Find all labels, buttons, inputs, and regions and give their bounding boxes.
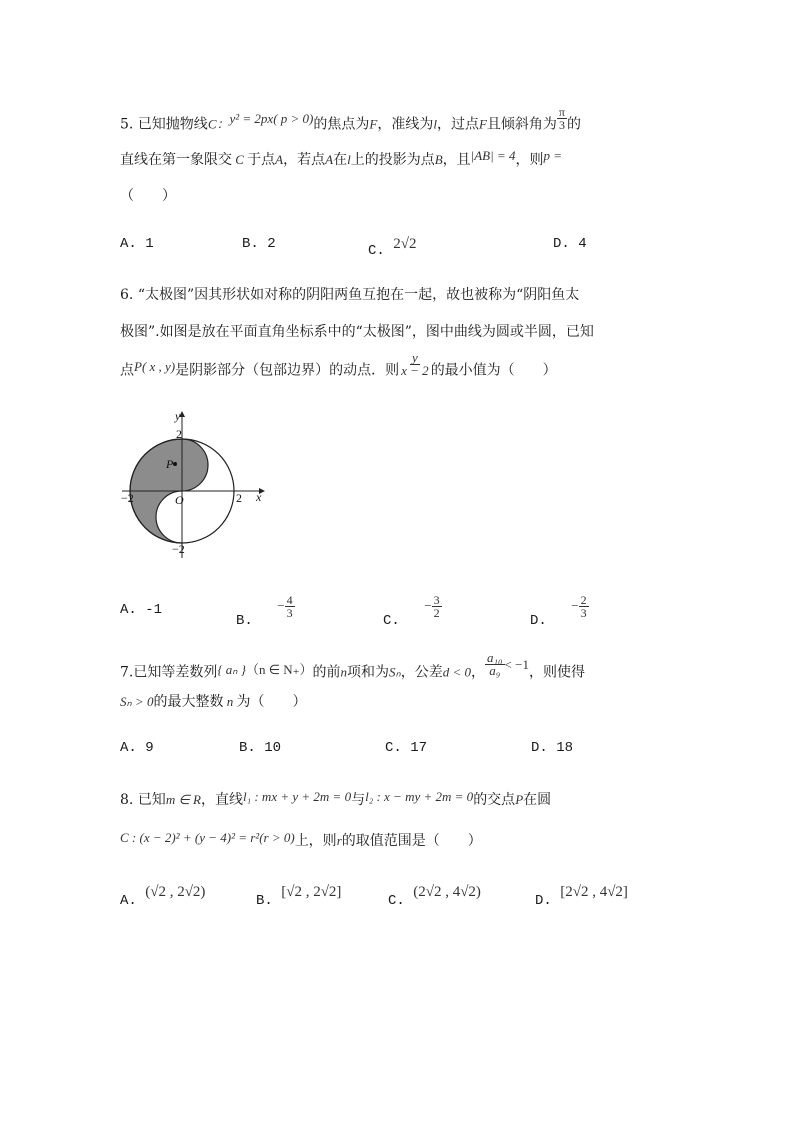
q6-label-p: P xyxy=(166,457,174,471)
q6-option-d-num: 2 xyxy=(580,593,587,607)
q6-line-3 xyxy=(120,350,557,383)
q6-option-b-frac xyxy=(285,594,295,619)
q8-text: ，直线 xyxy=(200,792,243,808)
q6-point-p: P( x , y) xyxy=(134,358,176,374)
q5-curve: C： xyxy=(207,116,230,132)
q8-text: 上，则 xyxy=(294,833,337,849)
q7-text: 为（ ） xyxy=(236,694,307,710)
q5-angle-den: 3 xyxy=(558,118,565,132)
q6-label-origin: O xyxy=(175,493,184,507)
q7-text: 的最大整数 xyxy=(153,694,224,710)
q7-option-d[interactable]: D. 18 xyxy=(531,740,574,756)
q8-text: 的交点 xyxy=(473,792,516,808)
q5-text: ，准线为 xyxy=(377,116,434,133)
q8-line-2 xyxy=(120,831,482,851)
q5-option-a[interactable]: A. 1 xyxy=(120,236,154,252)
q6-option-c-frac xyxy=(432,594,442,619)
q7-n: n xyxy=(223,694,237,709)
q6-option-d[interactable] xyxy=(530,593,589,630)
q7-option-a[interactable]: A. 9 xyxy=(120,740,154,756)
q7-sum: Sₙ xyxy=(389,664,401,680)
q5-angle-fraction xyxy=(557,106,567,131)
q7-condition: （n ∈ N₊） xyxy=(245,661,313,677)
q6-option-d-frac xyxy=(579,594,589,619)
q8-option-b-value: [√2 , 2√2] xyxy=(281,884,342,900)
q5-text: ，则 xyxy=(515,152,544,168)
q5-angle-num: π xyxy=(558,105,565,119)
q6-tick-top: 2 xyxy=(176,427,182,441)
q8-option-b[interactable] xyxy=(256,884,342,909)
q5-text: 直线在第一象限交 xyxy=(120,152,232,168)
q5-text: 的焦点为 xyxy=(313,116,370,133)
q6-tick-right: 2 xyxy=(236,491,242,505)
q6-text: “太极图”因其形状如对称的阴阳两鱼互抱在一起，故也被称为“阴阳鱼太 xyxy=(137,287,580,303)
q5-option-c-label: C. xyxy=(368,243,385,259)
q7-sum-positive: Sₙ > 0 xyxy=(120,694,154,709)
q8-option-c[interactable] xyxy=(388,884,481,909)
q6-option-c-num: 3 xyxy=(433,593,440,607)
q6-option-c-label: C. xyxy=(383,613,400,630)
q6-option-b[interactable] xyxy=(236,593,295,630)
q8-number: 8. xyxy=(120,792,134,808)
q8-option-d[interactable] xyxy=(535,884,628,909)
q5-directrix: l xyxy=(347,152,351,167)
q7-text: ， xyxy=(470,664,485,681)
q5-option-b[interactable]: B. 2 xyxy=(242,236,276,252)
q6-minus: − xyxy=(571,598,579,614)
q6-text: 的最小值为（ ） xyxy=(430,362,557,379)
q5-text: 的 xyxy=(566,116,581,133)
q5-focus: F xyxy=(478,116,487,132)
q7-option-b[interactable]: B. 10 xyxy=(239,740,282,756)
q7-line-1 xyxy=(120,650,585,685)
q6-option-b-label: B. xyxy=(236,613,253,630)
q6-label-x: x xyxy=(256,490,262,504)
q8-text: 在圆 xyxy=(523,792,552,808)
q6-ratio-den: x − 2 xyxy=(401,363,429,378)
q8-option-d-value: [2√2 , 4√2] xyxy=(560,884,628,900)
q5-answer-paren: （ ） xyxy=(120,188,176,204)
q6-ratio-num: y xyxy=(412,350,418,365)
q7-text: 项和为 xyxy=(347,664,390,681)
q8-line-l1: l₁ : mx + y + 2m = 0 xyxy=(242,789,352,804)
q6-text: 点 xyxy=(120,362,134,379)
q8-text: 的取值范围是（ ） xyxy=(341,833,482,849)
q8-m-real: m ∈ R xyxy=(165,792,201,807)
q8-r: r xyxy=(336,833,342,848)
q8-option-a-value: (√2 , 2√2) xyxy=(145,884,206,900)
q5-point-a: A xyxy=(325,152,334,167)
q7-common-difference: d < 0 xyxy=(442,664,471,680)
q8-option-a-label: A. xyxy=(120,893,137,909)
q7-ratio-fraction xyxy=(485,652,505,677)
q8-option-c-value: (2√2 , 4√2) xyxy=(413,884,481,900)
q8-option-a[interactable] xyxy=(120,884,206,909)
q6-option-c[interactable] xyxy=(383,593,442,630)
q5-line-2 xyxy=(120,150,562,170)
q5-directrix: l xyxy=(433,116,437,132)
q5-ab-length: |AB| = 4 xyxy=(470,148,516,163)
q5-text: 上的投影为点 xyxy=(350,152,435,168)
q6-minus: − xyxy=(277,598,285,614)
q5-text: 且倾斜角为 xyxy=(486,116,557,133)
q7-text: ，则使得 xyxy=(528,664,585,681)
q8-line-1 xyxy=(120,790,551,810)
q5-text: 在 xyxy=(333,152,348,168)
q7-n: n xyxy=(340,664,348,680)
q5-option-c-value: 2√2 xyxy=(393,236,417,252)
q6-point-p-dot xyxy=(173,462,177,466)
q5-point-b: B xyxy=(434,152,443,167)
q6-minus: − xyxy=(424,598,432,614)
q6-option-a[interactable]: A. -1 xyxy=(120,602,163,618)
q8-text: 已知 xyxy=(137,792,166,808)
q5-text: 已知抛物线 xyxy=(137,116,208,133)
q5-option-d[interactable]: D. 4 xyxy=(553,236,587,252)
q5-point-a: A xyxy=(275,152,284,167)
q5-p-equals: p = xyxy=(543,148,562,163)
q6-text: 是阴影部分（包部边界）的动点．则 xyxy=(175,362,400,379)
q5-text: 于点 xyxy=(247,152,276,168)
q6-tick-left: −2 xyxy=(121,491,134,505)
q6-line-2: 极图”.如图是放在平面直角坐标系中的“太极图”，图中曲线为圆或半圆，已知 xyxy=(120,324,594,340)
q6-tick-bottom: −2 xyxy=(172,542,185,556)
q8-circle-equation: C : (x − 2)² + (y − 4)² = r²(r > 0) xyxy=(120,830,295,845)
q5-curve: C xyxy=(232,152,248,167)
q7-text: ，公差 xyxy=(400,664,443,681)
q7-ratio-num: a₁₀ xyxy=(486,650,503,665)
q6-option-b-den: 3 xyxy=(286,606,293,620)
q7-text: 已知等差数列 xyxy=(133,664,218,681)
q5-number: 5. xyxy=(120,116,134,133)
q8-option-d-label: D. xyxy=(535,893,552,909)
q5-text: ，若点 xyxy=(283,152,326,168)
q6-number: 6. xyxy=(120,287,134,303)
q7-sequence: { aₙ } xyxy=(217,661,246,677)
q7-text: 的前 xyxy=(312,664,341,681)
q5-text: ，过点 xyxy=(436,116,479,133)
q6-ratio-fraction xyxy=(399,352,431,377)
q8-point-p: P xyxy=(515,792,524,807)
q8-option-b-label: B. xyxy=(256,893,273,909)
q5-option-c[interactable] xyxy=(368,236,417,259)
q6-label-y: y xyxy=(175,409,181,423)
q7-option-c[interactable]: C. 17 xyxy=(385,740,428,756)
q8-text: 与 xyxy=(351,792,366,808)
q6-option-d-label: D. xyxy=(530,613,547,630)
q5-focus: F xyxy=(369,116,378,132)
q8-line-l2: l₂ : x − my + 2m = 0 xyxy=(365,789,474,804)
q6-option-d-den: 3 xyxy=(580,606,587,620)
q6-option-c-den: 2 xyxy=(433,606,440,620)
q7-number: 7. xyxy=(120,664,134,681)
q6-taiji-figure xyxy=(118,408,278,568)
q6-line-1 xyxy=(120,285,579,305)
q6-option-b-num: 4 xyxy=(286,593,293,607)
q7-line-2 xyxy=(120,692,306,712)
q5-line-1 xyxy=(120,105,581,137)
q7-ratio-den: a₉ xyxy=(489,663,501,678)
q8-option-c-label: C. xyxy=(388,893,405,909)
q5-parabola-equation: y² = 2px( p > 0) xyxy=(229,110,314,126)
q5-text: ，且 xyxy=(442,152,471,168)
q7-ratio-rhs: < −1 xyxy=(504,656,529,672)
